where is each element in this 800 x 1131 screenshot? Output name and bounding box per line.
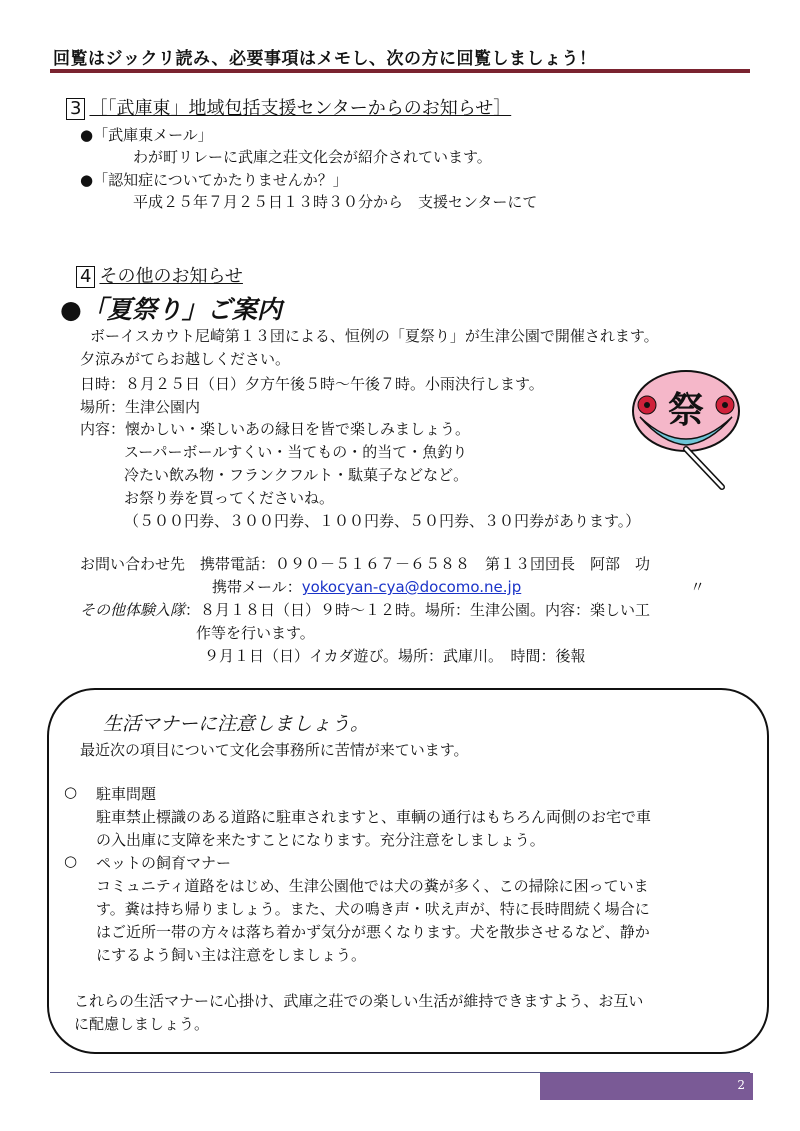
parking-line-2: の入出庫に支障を来たすことになります。充分注意をしましょう。: [96, 831, 545, 849]
page-number: 2: [737, 1078, 745, 1092]
section3-number: 3: [66, 98, 85, 120]
pets-mark: ○: [64, 852, 78, 870]
section3-item2: [80, 169, 348, 190]
section3-item2-detail: 平成２５年７月２５日１３時３０分から 支援センターにて: [133, 193, 538, 211]
section4-title: その他のお知らせ: [99, 266, 243, 287]
closing-line-2: に配慮しましょう。: [74, 1015, 210, 1033]
contact-mail: [212, 576, 521, 597]
event-content-3: 冷たい飲み物・フランクフルト・駄菓子などなど。: [124, 466, 469, 484]
trial-line-2: 作等を行います。: [196, 624, 315, 642]
event-line-1: ボーイスカウト尼崎第１３団による、恒例の「夏祭り」が生津公園で開催されます。: [90, 327, 659, 345]
event-place: 場所：生津公園内: [80, 398, 201, 416]
event-content: 内容：懐かしい・楽しいあの縁日を皆で楽しみましょう。: [80, 420, 471, 438]
pets-line-4: にするよう飼い主は注意をしましょう。: [96, 946, 367, 964]
fan-character: 祭: [667, 390, 705, 431]
section3-item2-label: 「認知症についてかたりませんか？」: [93, 171, 348, 189]
trial-text: ：８月１８日（日）９時～１２時。場所：生津公園。内容：楽しい工: [185, 601, 651, 619]
event-content-2: スーパーボールすくい・当てもの・的当て・魚釣り: [124, 443, 468, 461]
event-tickets: （５００円券、３００円券、１００円券、５０円券、３０円券があります。）: [124, 512, 641, 530]
pets-heading: ペットの飼育マナー: [96, 854, 232, 872]
mail-label: 携帯メール：: [212, 578, 302, 596]
trial-label: その他体験入隊: [80, 601, 186, 619]
parking-mark: ○: [64, 783, 78, 801]
section3-item1-detail: わが町リレーに武庫之荘文化会が紹介されています。: [133, 148, 492, 166]
section3-title: ［「武庫東」地域包括支援センターからのお知らせ］: [89, 98, 512, 119]
summer-festival-title: [60, 290, 282, 326]
event-content-4: お祭り券を買ってくださいね。: [124, 489, 335, 507]
event-title-text: 「夏祭り」ご案内: [81, 295, 282, 324]
event-datetime: 日時：８月２５日（日）夕方午後５時～午後７時。小雨決行します。: [80, 375, 544, 393]
pets-line-2: す。糞は持ち帰りましょう。また、犬の鳴き声・吠え声が、特に長時間続く場合に: [96, 900, 650, 918]
event-line-2: 夕涼みがてらお越しください。: [80, 350, 291, 368]
bullet-icon: ●: [60, 295, 82, 324]
bullet-icon: ●: [80, 126, 94, 144]
pets-line-3: はご近所一帯の方々は落ち着かず気分が悪くなります。犬を散歩させるなど、静か: [96, 923, 650, 941]
trial-line-3: ９月１日（日）イカダ遊び。場所：武庫川。 時間：後報: [204, 647, 586, 665]
circulation-banner: 回覧はジックリ読み、必要事項はメモし、次の方に回覧しましょう！: [53, 49, 597, 69]
page-number-bar: [540, 1073, 753, 1100]
contact-phone: お問い合わせ先 携帯電話：０９０－５１６７－６５８８ 第１３団団長 阿部 功: [80, 555, 651, 573]
top-divider: [50, 69, 750, 73]
manners-intro: 最近次の項目について文化会事務所に苦情が来ています。: [80, 741, 469, 759]
section3-item1-label: 「武庫東メール」: [93, 126, 213, 144]
pets-line-1: コミュニティ道路をはじめ、生津公園他では犬の糞が多く、この掃除に困っていま: [96, 877, 649, 895]
trial-line-1: [80, 599, 650, 620]
parking-heading: 駐車問題: [96, 785, 157, 803]
section4-number: 4: [76, 266, 95, 288]
section3-heading: [66, 94, 511, 120]
ditto-mark: 〃: [690, 578, 706, 596]
mail-link[interactable]: yokocyan-cya@docomo.ne.jp: [301, 578, 522, 596]
manners-title: 生活マナーに注意しましょう。: [103, 713, 370, 735]
section3-item1: [80, 124, 213, 145]
closing-line-1: これらの生活マナーに心掛け、武庫之荘での楽しい生活が維持できますよう、お互い: [74, 992, 644, 1010]
bullet-icon: ●: [80, 171, 94, 189]
festival-fan-icon: [630, 365, 742, 490]
section4-heading: [76, 262, 243, 288]
parking-line-1: 駐車禁止標識のある道路に駐車されますと、車輌の通行はもちろん両側のお宅で車: [96, 808, 652, 826]
